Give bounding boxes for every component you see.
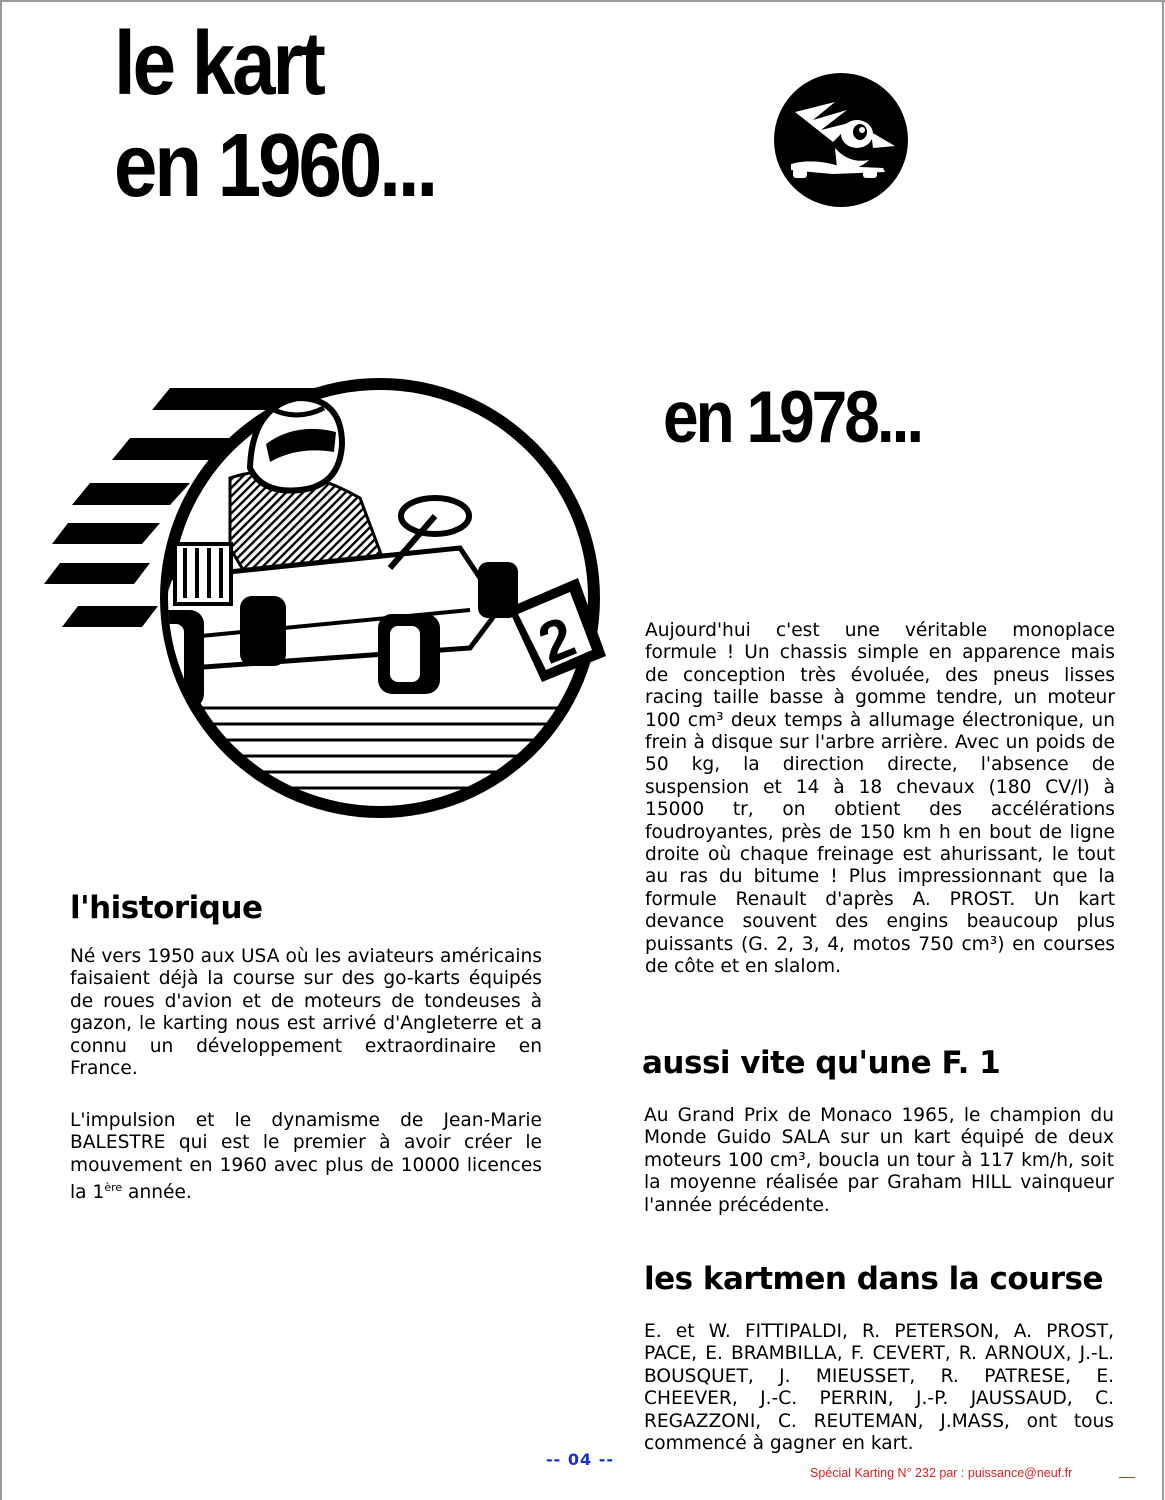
paragraph-historique-origin: Né vers 1950 aux USA où les aviateurs américains faisaient déjà la course sur des go-karts équipés de roues d'avion et de moteurs de tondeuses à gazon, le karting nous est arrivé d'Angleterre et a connu un développement extraordinaire en France. (70, 946, 542, 1080)
ordinal-superscript: ère (104, 1181, 123, 1195)
footer-credit: Spécial Karting N° 232 par : puissance@neuf.fr (810, 1466, 1073, 1480)
paragraph-historique-balestre (70, 1110, 542, 1205)
kart-number: 2 (529, 604, 585, 677)
heading-aussi-vite: aussi vite qu'une F. 1 (642, 1045, 1001, 1081)
heading-kartmen: les kartmen dans la course (644, 1261, 1103, 1297)
title-en-1978: en 1978... (663, 375, 922, 459)
balestre-text-end: année. (122, 1182, 192, 1204)
title-en-1960: en 1960... (114, 114, 436, 216)
page-number: -- 04 -- (546, 1450, 614, 1469)
page-edge-right (1162, 0, 1164, 1500)
paragraph-today-monoplace: Aujourd'hui c'est une véritable monoplace formule ! Un chassis simple en apparence mais de conception très évoluée, des pneus lisses racing taille basse à gomme tendre, un moteur 100 cm³ deux temps à allumage électronique, un frein à disque sur l'arbre arrière. Avec un poids de 50 kg, la direction directe, l'absence de suspension et 14 à 18 chevaux (180 CV/l) à 15000 tr, on obtient des accélérations foudroyantes, près de 150 km h en bout de ligne droite où chaque freinage est ahurissant, le tout au ras du bitume ! Plus impressionnant que la formule Renault d'après A. PROST. Un kart devance souvent des engins beaucoup plus puissants (G. 2, 3, 4, motos 750 cm³) en courses de côte et en slalom. (645, 620, 1115, 978)
kart-illustration (30, 348, 615, 818)
page-edge-top (0, 0, 1165, 2)
paragraph-monaco-1965: Au Grand Prix de Monaco 1965, le champion du Monde Guido SALA sur un kart équipé de deux moteurs 100 cm³, boucla un tour à 117 km/h, soit la moyenne réalisée par Graham HILL vainqueur l'année précédente. (644, 1105, 1114, 1216)
title-le-kart: le kart (114, 12, 323, 114)
paragraph-kartmen-list: E. et W. FITTIPALDI, R. PETERSON, A. PROST, PACE, E. BRAMBILLA, F. CEVERT, R. ARNOUX, J.-L. BOUSQUET, J. MIEUSSET, R. PATRESE, E. CHEEVER, J.-C. PERRIN, J.-P. JAUSSAUD, C. REGAZZONI, C. REUTEMAN, J.MASS, ont tous commencé à gagner en kart. (644, 1321, 1114, 1455)
bird-logo-icon (773, 72, 909, 208)
heading-historique: l'historique (70, 890, 263, 926)
footer-rule (1119, 1477, 1135, 1478)
balestre-text: L'impulsion et le dynamisme de Jean-Marie BALESTRE qui est le premier à avoir créer le mouvement en 1960 avec plus de 10000 licences la 1 (70, 1110, 542, 1204)
page-edge-left (0, 0, 2, 1500)
